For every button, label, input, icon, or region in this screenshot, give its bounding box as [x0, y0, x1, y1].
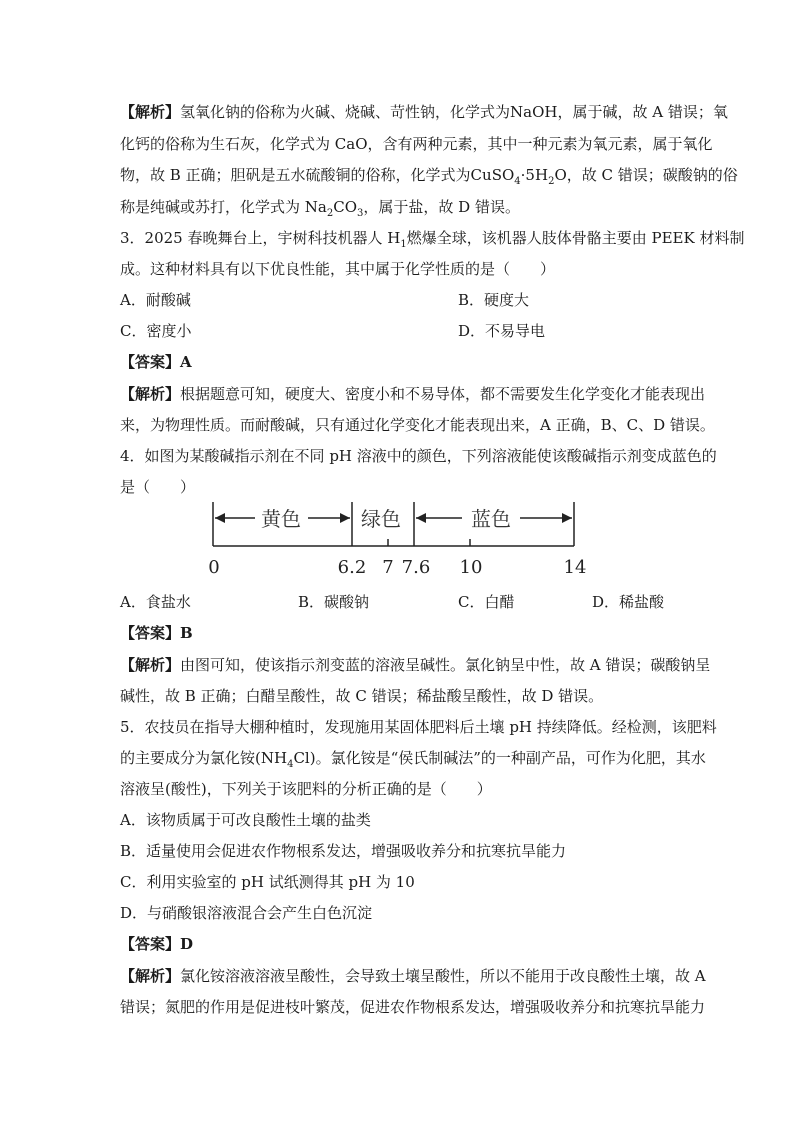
q5-stem-line-3: 溶液呈(酸性)，下列关于该肥料的分析正确的是（ ）: [120, 780, 492, 798]
q3-option-c: C．密度小: [120, 322, 192, 340]
arrow-right-icon: [562, 513, 572, 523]
subscript: 2: [326, 208, 334, 219]
q2-analysis-line-2: 化钙的俗称为生石灰，化学式为 CaO，含有两种元素，其中一种元素为氧元素，属于氧化: [120, 135, 713, 153]
text: 物，故 B 正确；胆矾是五水硫酸铜的俗称，化学式为CuSO: [120, 166, 515, 184]
green-label: 绿色: [361, 507, 401, 531]
q4-option-b: B．碳酸钠: [298, 593, 370, 611]
q4-stem-line-2: 是（ ）: [120, 478, 196, 496]
text: 根据题意可知，硬度大、密度小和不易导体，都不需要发生化学变化才能表现出: [180, 385, 706, 403]
text: 燃爆全球，该机器人肢体骨骼主要由 PEEK 材料制: [406, 229, 745, 247]
ph-indicator-figure: [200, 498, 600, 580]
q4-stem-line-1: 4．如图为某酸碱指示剂在不同 pH 溶液中的颜色，下列溶液能使该酸碱指示剂变成蓝色的: [120, 447, 717, 465]
q4-option-d: D．稀盐酸: [592, 593, 665, 611]
q2-analysis-line-1: [120, 97, 728, 128]
q3-option-b: B．硬度大: [458, 291, 530, 309]
arrow-left-icon: [416, 513, 426, 523]
text: Cl)。氯化铵是“侯氏制碱法”的一种副产品，可作为化肥，其水: [293, 749, 706, 767]
q3-analysis-line-1: [120, 379, 706, 410]
text: 3．2025 春晚舞台上，宇树科技机器人 H: [120, 229, 401, 247]
q3-option-d: D．不易导电: [458, 322, 546, 340]
subscript: 4: [287, 759, 294, 770]
q3-stem-line-2: 成。这种材料具有以下优良性能，其中属于化学性质的是（ ）: [120, 260, 556, 278]
blue-label: 蓝色: [471, 507, 511, 531]
arrow-left-icon: [215, 513, 225, 523]
text: 称是纯碱或苏打，化学式为 Na: [120, 198, 327, 216]
tick-label: 10: [459, 557, 483, 578]
tick-label: 0: [208, 557, 220, 578]
analysis-tag: 【解析】: [120, 656, 181, 674]
q4-answer: 【答案】B: [120, 624, 193, 642]
q5-option-d: D．与硝酸银溶液混合会产生白色沉淀: [120, 904, 373, 922]
text: 氯化铵溶液溶液呈酸性，会导致土壤呈酸性，所以不能用于改良酸性土壤，故 A: [180, 967, 706, 985]
text: O，故 C 错误；碳酸钠的俗: [554, 166, 738, 184]
analysis-tag: 【解析】: [120, 385, 181, 403]
q5-stem-line-1: 5．农技员在指导大棚种植时，发现施用某固体肥料后土壤 pH 持续降低。经检测，该肥料: [120, 718, 717, 736]
text: 由图可知，使该指示剂变蓝的溶液呈碱性。氯化钠呈中性，故 A 错误；碳酸钠呈: [180, 656, 711, 674]
q5-option-b: B．适量使用会促进农作物根系发达，增强吸收养分和抗寒抗旱能力: [120, 842, 567, 860]
subscript: 3: [357, 208, 364, 219]
q5-analysis-line-1: [120, 961, 706, 992]
yellow-label: 黄色: [261, 507, 301, 531]
q5-analysis-line-2: 错误；氮肥的作用是促进枝叶繁茂，促进农作物根系发达，增强吸收养分和抗寒抗旱能力: [120, 998, 706, 1016]
subscript: 1: [400, 239, 407, 250]
q3-analysis-line-2: 来，为物理性质。而耐酸碱，只有通过化学变化才能表现出来，A 正确，B、C、D 错误。: [120, 416, 715, 434]
tick-label: 6.2: [337, 557, 367, 578]
subscript: 4: [514, 176, 521, 187]
tick-label: 14: [563, 557, 587, 578]
q5-option-c: C．利用实验室的 pH 试纸测得其 pH 为 10: [120, 873, 415, 891]
analysis-tag: 【解析】: [120, 103, 181, 121]
q5-answer: 【答案】D: [120, 935, 194, 953]
q3-answer: 【答案】A: [120, 353, 192, 371]
text: CO: [333, 198, 357, 216]
q4-option-a: A．食盐水: [120, 593, 191, 611]
tick-label: 7: [382, 557, 394, 578]
q4-analysis-line-2: 碱性，故 B 正确；白醋呈酸性，故 C 错误；稀盐酸呈酸性，故 D 错误。: [120, 687, 604, 705]
subscript: 2: [548, 176, 555, 187]
q5-option-a: A．该物质属于可改良酸性土壤的盐类: [120, 811, 371, 829]
q3-option-a: A．耐酸碱: [120, 291, 191, 309]
analysis-tag: 【解析】: [120, 967, 181, 985]
text: 氢氧化钠的俗称为火碱、烧碱、苛性钠，化学式为NaOH，属于碱，故 A 错误；氧: [180, 103, 728, 121]
tick-label: 7.6: [401, 557, 431, 578]
text: ，属于盐，故 D 错误。: [363, 198, 520, 216]
text: 的主要成分为氯化铵(NH: [120, 749, 288, 767]
q4-option-c: C．白醋: [458, 593, 515, 611]
q4-analysis-line-1: [120, 650, 711, 681]
text: ·5H: [520, 166, 549, 184]
arrow-right-icon: [340, 513, 350, 523]
